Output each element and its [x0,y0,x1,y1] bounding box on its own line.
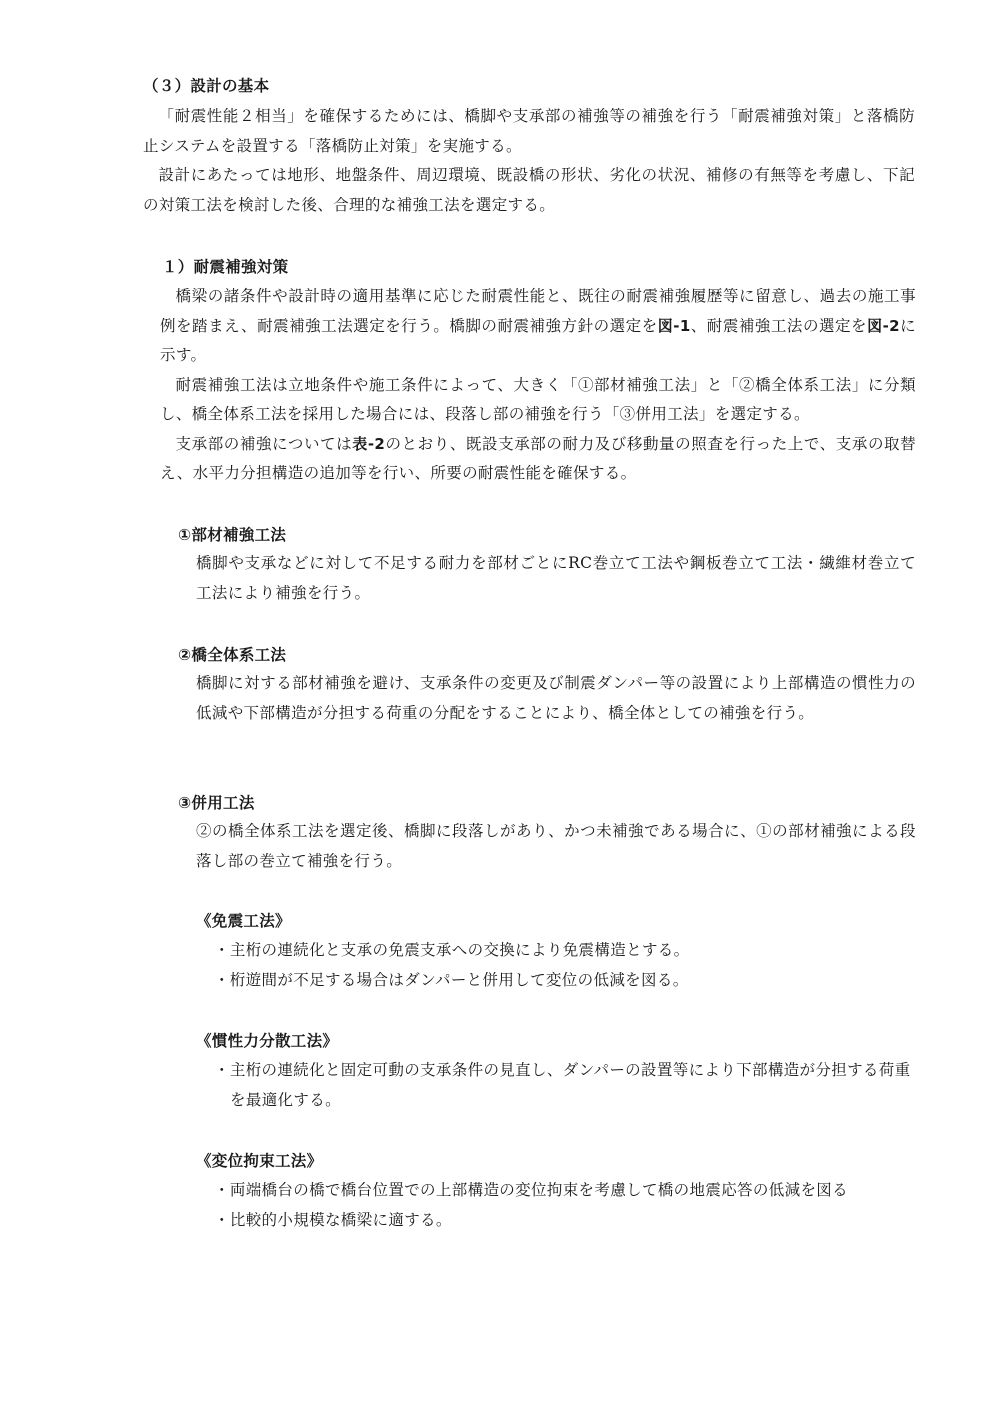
table-ref-2: 表-2 [352,434,386,453]
seismic-isolation-list [214,936,916,995]
list-item: ・比較的小規模な橋梁に適する。 [214,1210,452,1229]
paragraph [160,430,916,489]
paragraph: 設計にあたっては地形、地盤条件、周辺環境、既設橋の形状、劣化の状況、補修の有無等を考慮し、下記の対策工法を検討した後、合理的な補強工法を選定する。 [143,166,915,214]
displacement-restraint-list [214,1176,916,1235]
seismic-measures-body [160,282,916,489]
list-item: ・桁遊間が不足する場合はダンパーと併用して変位の低減を図る。 [214,970,689,989]
text-run: に示す。 [160,316,916,364]
list-item: ・主桁の連続化と固定可動の支承条件の見直し、ダンパーの設置等により下部構造が分担する荷重を最適化する。 [214,1061,911,1109]
heading-whole-bridge-system: ②橋全体系工法 [178,646,287,664]
heading-combined-method: ③併用工法 [178,794,255,812]
heading-inertia-distribution: 《慣性力分散工法》 [196,1032,339,1050]
list-item: ・主桁の連続化と支承の免震支承への交換により免震構造とする。 [214,941,690,959]
figure-ref-2: 図-2 [867,316,900,335]
figure-ref-1: 図-1 [657,316,691,335]
section-heading-design-basics: （３）設計の基本 [143,77,270,95]
paragraph: 耐震補強工法は立地条件や施工条件によって、大きく「①部材補強工法」と「②橋全体系工法」に分類し、橋全体系工法を採用した場合には、段落し部の補強を行う「③併用工法」を選定する。 [160,375,916,423]
heading-seismic-isolation: 《免震工法》 [196,912,291,930]
list-item: ・両端橋台の橋で橋台位置での上部構造の変位拘束を考慮して橋の地震応答の低減を図る [214,1181,849,1199]
text-run: 支承部の補強については [175,434,353,453]
text-run: 橋梁の諸条件や設計時の適用基準に応じた耐震性能と、既往の耐震補強履歴等に留意し、過去の施工事例を踏まえ、耐震補強工法選定を行う。橋脚の耐震補強方針の選定を [160,287,916,335]
whole-bridge-system-body: 橋脚に対する部材補強を避け、支承条件の変更及び制震ダンパー等の設置により上部構造の慣性力の低減や下部構造が分担する荷重の分配をすることにより、橋全体としての補強を行う。 [196,674,916,722]
paragraph: 「耐震性能２相当」を確保するためには、橋脚や支承部の補強等の補強を行う「耐震補強対策」と落橋防止システムを設置する「落橋防止対策」を実施する。 [143,107,915,155]
combined-method-body: ②の橋全体系工法を選定後、橋脚に段落しがあり、かつ未補強である場合に、①の部材補強による段落し部の巻立て補強を行う。 [196,822,916,870]
section-heading-seismic-measures: １）耐震補強対策 [162,258,289,276]
text-run: のとおり、既設支承部の耐力及び移動量の照査を行った上で、支承の取替え、水平力分担構造の追加等を行い、所要の耐震性能を確保する。 [160,434,917,482]
heading-displacement-restraint: 《変位拘束工法》 [196,1152,323,1170]
heading-member-reinforcement: ①部材補強工法 [178,526,287,544]
design-basics-body [143,102,915,220]
member-reinforcement-body: 橋脚や支承などに対して不足する耐力を部材ごとにRC巻立て工法や鋼板巻立て工法・繊維材巻立て工法により補強を行う。 [196,554,916,602]
paragraph [160,282,916,371]
text-run: 、耐震補強工法の選定を [690,316,868,335]
inertia-distribution-list [214,1056,916,1115]
